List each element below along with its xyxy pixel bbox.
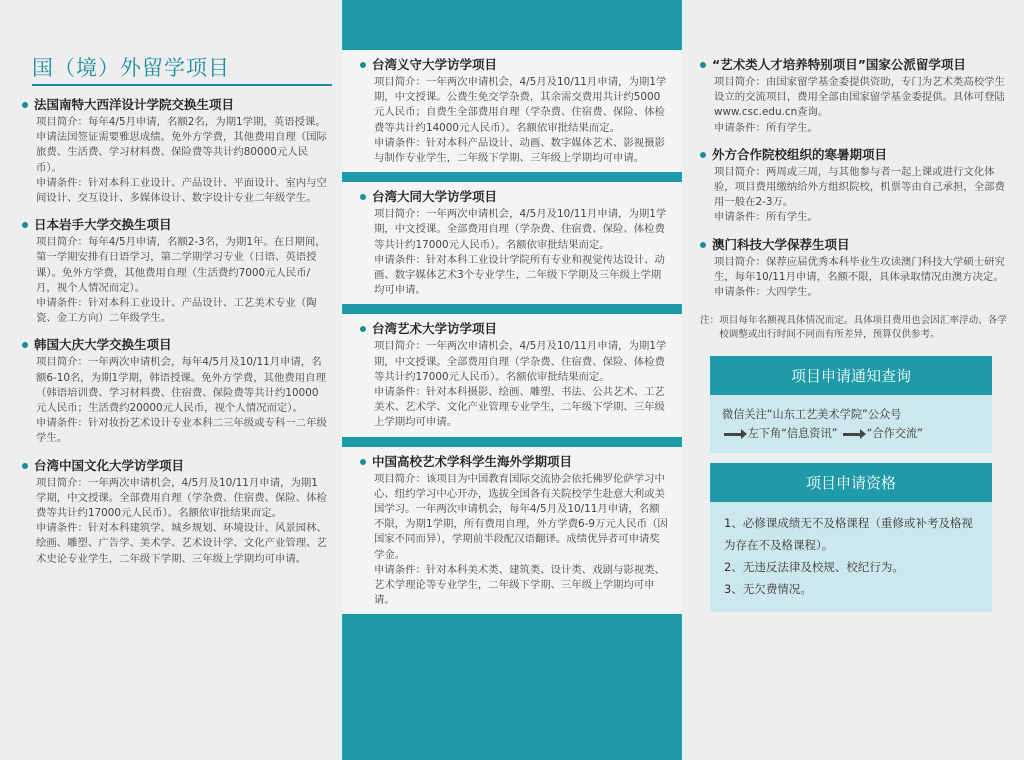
bullet-icon [700, 242, 706, 248]
program-intro: 项目简介：两周或三周，与其他参与者一起上课或进行文化体验，项目费用缴纳给外方组织院校，机票等由自己承担，全部费用一般在2-3万。 [714, 165, 1005, 209]
program-item [22, 96, 328, 206]
program-intro: 项目简介：一年两次申请机会，4/5月及10/11月申请，为期1学期，中文授课。全部费用自理（学杂费、住宿费、保险、体检费等共计约17000元人民币）。名额依审批结果而定。 [36, 476, 327, 520]
program-item [700, 146, 1008, 226]
notice-line: 微信关注“山东工艺美术学院”公众号 [722, 408, 902, 422]
program-conditions: 申请条件：针对本科摄影、绘画、雕塑、书法、公共艺术、工艺美术、艺术学、文化产业管理专业学生，二年级下学期、三年级上学期均可申请。 [374, 386, 665, 429]
page-title: 国（境）外留学项目 [32, 56, 230, 80]
program-title: 外方合作院校组织的寒暑期项目 [700, 146, 1008, 163]
program-title: 法国南特大西洋设计学院交换生项目 [22, 96, 328, 113]
program-title: 台湾义守大学访学项目 [360, 56, 668, 73]
program-title: 澳门科技大学保荐生项目 [700, 236, 1008, 253]
program-title: 中国高校艺术学科学生海外学期项目 [360, 453, 668, 470]
program-intro: 项目简介：每年4/5月申请，名额2-3名，为期1年。在日期间，第一学期安排有日语学习，第二学期学习专业（日语、英语授课）。免外方学费，其他费用自理（生活费约7000元人民币/月，视个人情况而定）。 [36, 236, 326, 294]
bullet-icon [360, 326, 366, 332]
program-conditions: 申请条件：针对本科美术类、建筑类、设计类、戏剧与影视类、艺术学理论等专业学生，二年级下学期、三年级上学期均可申请。 [374, 563, 665, 607]
qualification-box [710, 463, 992, 612]
program-conditions: 申请条件：针对妆扮艺术设计专业本科二三年级或专科一二年级学生。 [36, 417, 327, 445]
qualification-box-title: 项目申请资格 [710, 463, 992, 502]
bullet-icon [22, 463, 28, 469]
arrow-right-icon [843, 433, 861, 436]
program-title: 日本岩手大学交换生项目 [22, 216, 328, 233]
program-intro: 项目简介：一年两次申请机会，4/5月及10/11月申请，为期1学期，中文授课。全部费用自理（学杂费、住宿费、保险、体检费等共计约17000元人民币）。名额依审批结果而定。 [374, 340, 667, 383]
qualification-item: 1、必修课成绩无不及格课程（重修或补考及格视为存在不及格课程）。 [724, 516, 973, 553]
bullet-icon [360, 194, 366, 200]
footnote-text: 项目每年名额视具体情况而定。具体项目费用也会因汇率浮动、各学校调整或出行时间不同而有所差异，预算仅供参考。 [719, 315, 1007, 341]
qualification-item: 3、无欠费情况。 [724, 582, 812, 597]
program-conditions: 申请条件：针对本科工业设计学院所有专业和视觉传达设计、动画、数字媒体艺术3个专业学生，二年级下学期及三年级上学期均可申请。 [374, 253, 665, 297]
program-intro: 项目简介：该项目为中国教育国际交流协会依托佛罗伦萨学习中心、纽约学习中心开办，选拔全国各有关院校学生赴意大利或美国学习。一年两次申请机会，每年4/5月及10/11月申请，名额不限，为期1学期，所有费用自理，外方学费6-9万元人民币（因国家不同而异），学期前半段配汉语翻译。成绩优异者可申请奖学金。 [374, 472, 668, 561]
program-conditions: 申请条件：大四学生。 [714, 286, 818, 299]
program-conditions: 申请条件：针对本科工业设计、产品设计、工艺美术专业（陶瓷、金工方向）二年级学生。 [36, 297, 317, 325]
bullet-icon [22, 102, 28, 108]
program-intro: 项目简介：由国家留学基金委提供资助，专门为艺术类高校学生设立的交流项目，费用全部由国家留学基金委提供。具体可登陆www.csc.edu.cn查询。 [714, 76, 1005, 119]
footnote-label: 注： [700, 315, 720, 327]
program-intro: 项目简介：每年4/5月申请，名额2名，为期1学期，英语授课。申请法国签证需要雅思成绩。免外方学费，其他费用自理（国际旅费、生活费、学习材料费、保险费等共计约80000元人民币）。 [36, 116, 327, 174]
program-item [700, 56, 1008, 136]
program-item [22, 336, 328, 446]
program-item [700, 236, 1008, 301]
qualification-box-body [710, 502, 992, 612]
program-intro: 项目简介：一年两次申请机会，4/5月及10/11月申请，为期1学期，中文授课。公费生免交学杂费，其余需交费用共计约5000元人民币；自费生全部费用自理（学杂费、住宿费、保险、体检费等共计约14000元人民币）。名额依审批结果而定。 [374, 76, 667, 134]
notice-step-1: 左下角“信息资讯” [747, 427, 838, 441]
notice-box-body [710, 395, 992, 453]
program-conditions: 申请条件：针对本科建筑学、城乡规划、环境设计、风景园林、绘画、雕塑、广告学、美术学、艺术设计学、文化产业管理、艺术史论专业学生，二年级下学期、三年级上学期均可申请。 [36, 522, 327, 565]
notice-steps [722, 424, 980, 443]
program-conditions: 申请条件：所有学生。 [714, 211, 818, 224]
program-intro: 项目简介：保荐应届优秀本科毕业生攻读澳门科技大学硕士研究生，每年10/11月申请，名额不限，具体录取情况由澳方决定。 [714, 255, 1005, 283]
program-item [22, 216, 328, 326]
program-conditions: 申请条件：所有学生。 [714, 121, 818, 134]
left-column [0, 0, 342, 760]
program-item [22, 457, 328, 567]
footnote [700, 314, 1008, 342]
bullet-icon [22, 342, 28, 348]
program-title: 台湾艺术大学访学项目 [360, 320, 668, 337]
bullet-icon [700, 152, 706, 158]
notice-box-title: 项目申请通知查询 [710, 356, 992, 395]
program-title: 台湾大同大学访学项目 [360, 188, 668, 205]
notice-box [710, 356, 992, 453]
program-title: 台湾中国文化大学访学项目 [22, 457, 328, 474]
program-item [342, 182, 682, 304]
bullet-icon [360, 62, 366, 68]
program-conditions: 申请条件：针对本科产品设计、动画、数字媒体艺术、影视摄影与制作专业学生，二年级下学期、三年级上学期均可申请。 [374, 136, 665, 165]
program-item [342, 314, 682, 436]
program-intro: 项目简介：一年两次申请机会，每年4/5月及10/11月申请，名额6-10名，为期1学期，韩语授课。免外方学费，其他费用自理（韩语培训费、学习材料费、住宿费、保险费等共计约10000元人民币；生活费约20000元人民币，视个人情况而定）。 [36, 356, 326, 415]
notice-step-2: “合作交流” [866, 427, 923, 441]
middle-column [342, 0, 682, 760]
right-column [682, 0, 1024, 760]
program-item [342, 50, 682, 172]
bullet-icon [22, 222, 28, 228]
bullet-icon [360, 459, 366, 465]
title-underline [32, 84, 332, 86]
program-title: 韩国大庆大学交换生项目 [22, 336, 328, 353]
program-item [342, 447, 682, 615]
program-title: “艺术类人才培养特别项目”国家公派留学项目 [700, 56, 1008, 73]
qualification-item: 2、无违反法律及校规、校纪行为。 [724, 560, 904, 575]
program-intro: 项目简介：一年两次申请机会，4/5月及10/11月申请，为期1学期，中文授课。全部费用自理（学杂费、住宿费、保险、体检费等共计约17000元人民币）。名额依审批结果而定。 [374, 208, 667, 251]
bullet-icon [700, 62, 706, 68]
arrow-right-icon [724, 433, 742, 436]
program-conditions: 申请条件：针对本科工业设计、产品设计、平面设计、室内与空间设计、交互设计、多媒体设计、数字设计专业二年级学生。 [36, 176, 327, 205]
